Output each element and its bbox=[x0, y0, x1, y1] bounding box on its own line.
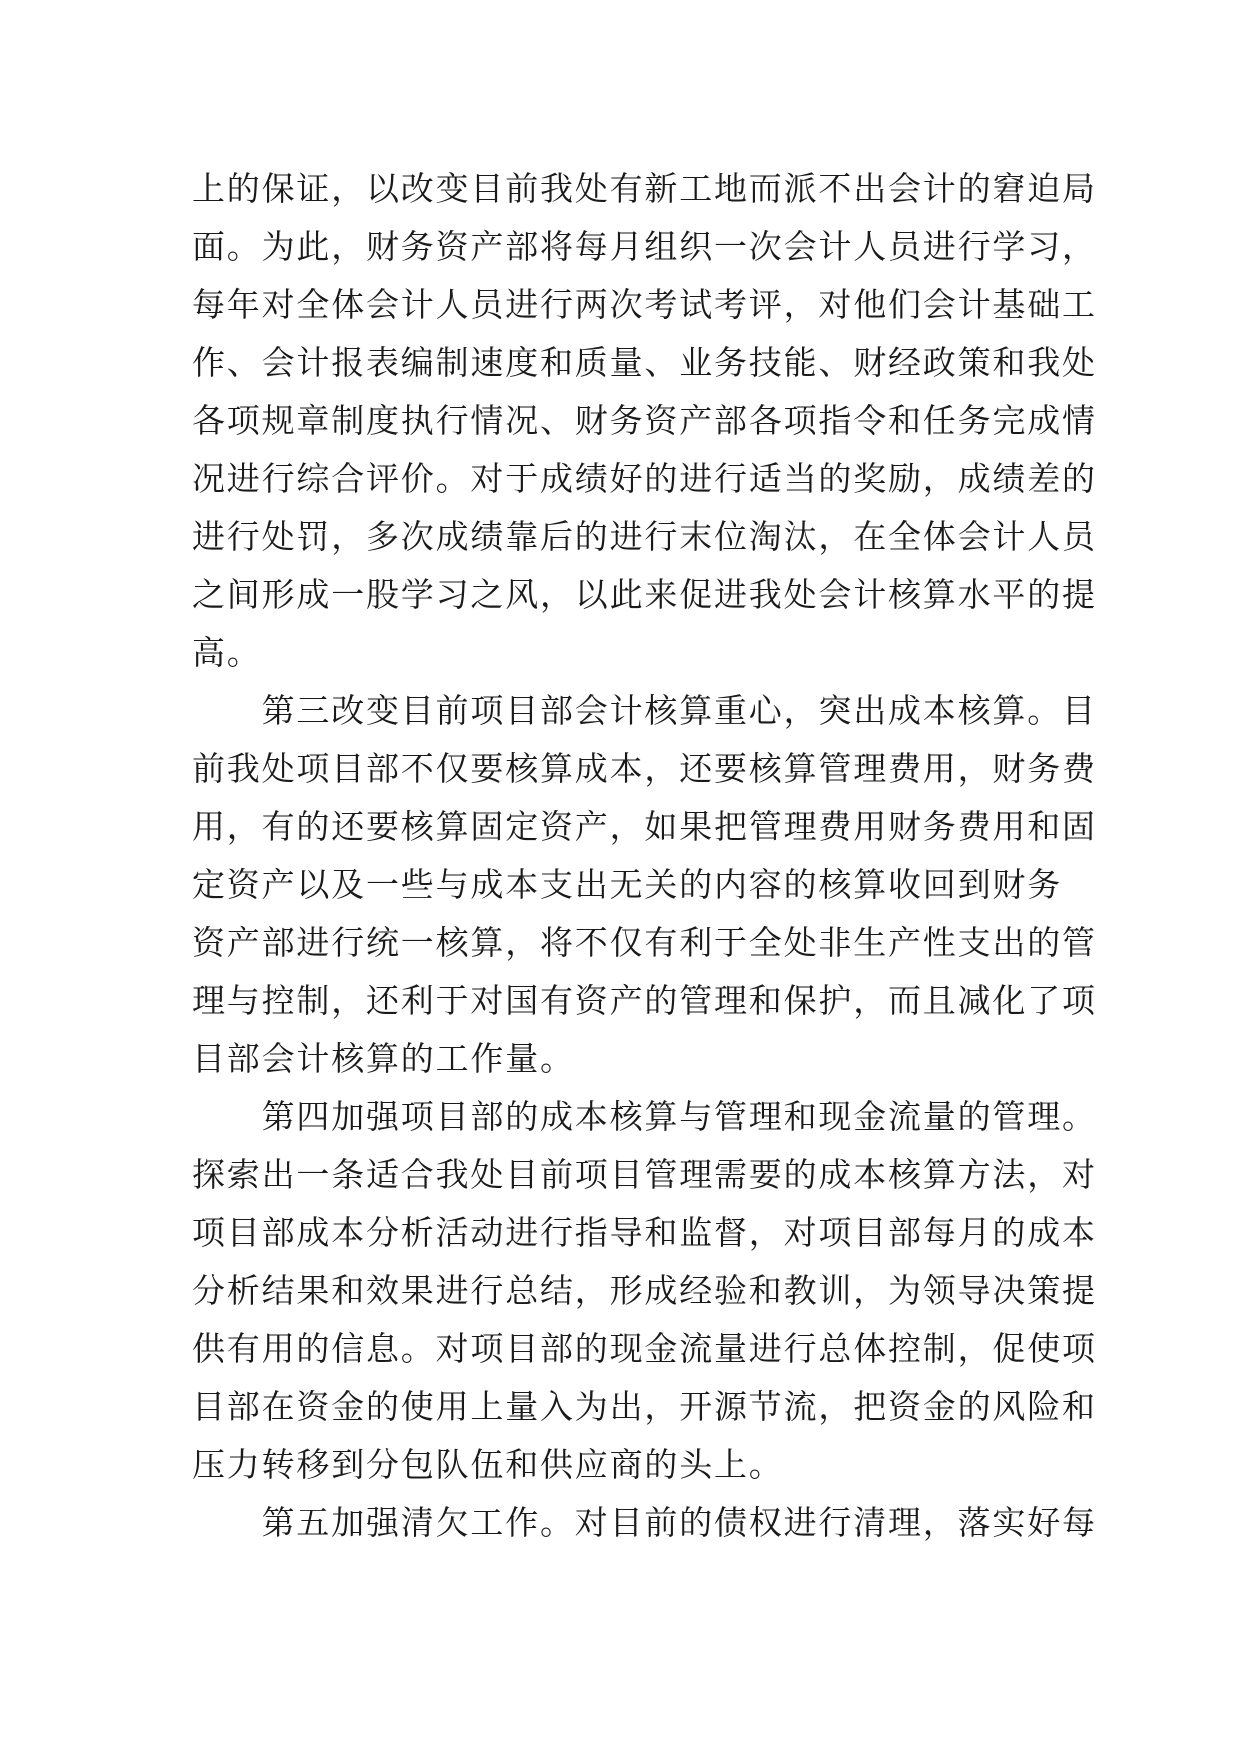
text-line: 压力转移到分包队伍和供应商的头上。 bbox=[192, 1445, 784, 1484]
text-line: 各项规章制度执行情况、财务资产部各项指令和任务完成情 bbox=[192, 401, 1097, 440]
text-line: 第三改变目前项目部会计核算重心，突出成本核算。目 bbox=[192, 691, 1097, 730]
text-line: 资产部进行统一核算，将不仅有利于全处非生产性支出的管 bbox=[192, 923, 1097, 962]
text-line: 第四加强项目部的成本核算与管理和现金流量的管理。 bbox=[192, 1097, 1097, 1136]
text-line: 第五加强清欠工作。对目前的债权进行清理，落实好每 bbox=[192, 1503, 1097, 1542]
text-line: 探索出一条适合我处目前项目管理需要的成本核算方法，对 bbox=[192, 1155, 1097, 1194]
text-line: 进行处罚，多次成绩靠后的进行末位淘汰，在全体会计人员 bbox=[192, 517, 1097, 556]
text-line: 目部会计核算的工作量。 bbox=[192, 1039, 575, 1078]
text-line: 目部在资金的使用上量入为出，开源节流，把资金的风险和 bbox=[192, 1387, 1097, 1426]
text-line: 定资产以及一些与成本支出无关的内容的核算收回到财务 bbox=[192, 865, 1062, 904]
text-line: 面。为此，财务资产部将每月组织一次会计人员进行学习， bbox=[192, 227, 1097, 266]
text-line: 理与控制，还利于对国有资产的管理和保护，而且减化了项 bbox=[192, 981, 1097, 1020]
text-line: 上的保证，以改变目前我处有新工地而派不出会计的窘迫局 bbox=[192, 169, 1097, 208]
text-line: 高。 bbox=[192, 633, 262, 672]
text-line: 作、会计报表编制速度和质量、业务技能、财经政策和我处 bbox=[192, 343, 1097, 382]
text-line: 之间形成一股学习之风，以此来促进我处会计核算水平的提 bbox=[192, 575, 1097, 614]
body-text bbox=[192, 160, 1097, 1552]
text-line: 用，有的还要核算固定资产，如果把管理费用财务费用和固 bbox=[192, 807, 1097, 846]
text-line: 分析结果和效果进行总结，形成经验和教训，为领导决策提 bbox=[192, 1271, 1097, 1310]
text-line: 况进行综合评价。对于成绩好的进行适当的奖励，成绩差的 bbox=[192, 459, 1097, 498]
text-line: 每年对全体会计人员进行两次考试考评，对他们会计基础工 bbox=[192, 285, 1097, 324]
text-line: 项目部成本分析活动进行指导和监督，对项目部每月的成本 bbox=[192, 1213, 1097, 1252]
text-line: 前我处项目部不仅要核算成本，还要核算管理费用，财务费 bbox=[192, 749, 1097, 788]
text-line: 供有用的信息。对项目部的现金流量进行总体控制，促使项 bbox=[192, 1329, 1097, 1368]
